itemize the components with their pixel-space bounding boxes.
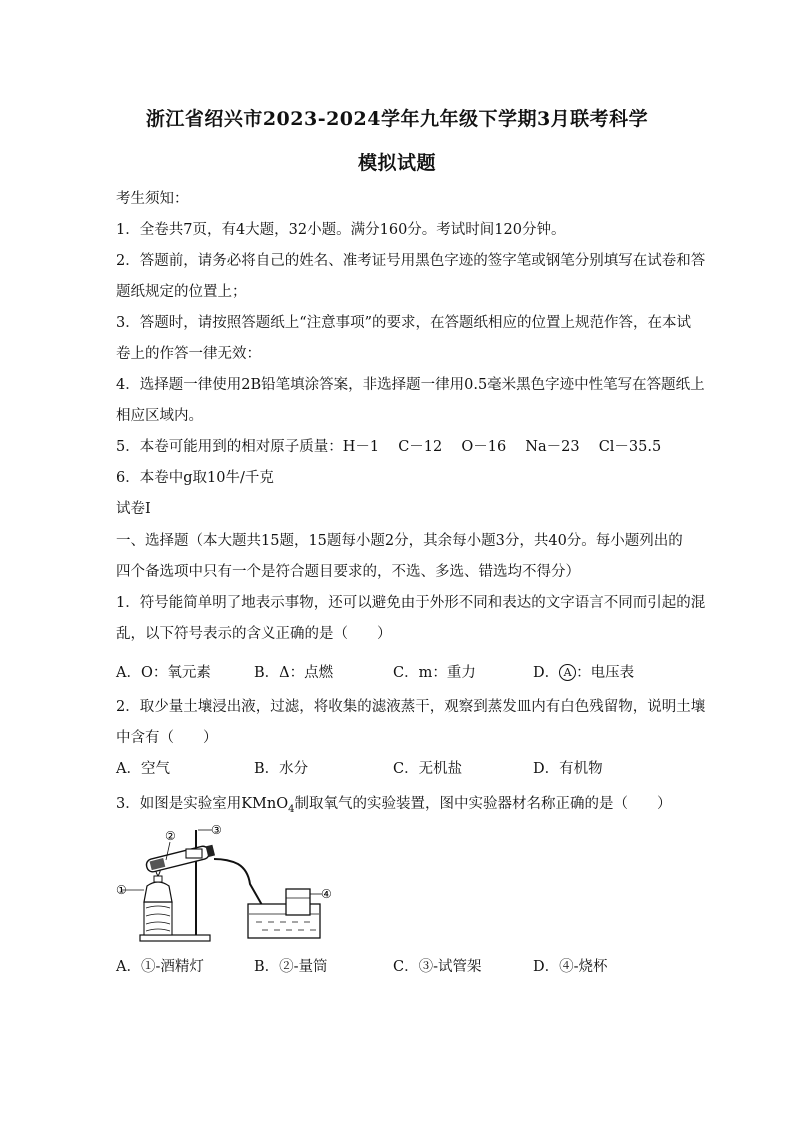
paper-label: 试卷Ⅰ — [116, 501, 151, 517]
exam-title-line2: 模拟试题 — [357, 152, 436, 174]
notice-item-4a: 4．选择题一律使用2B铅笔填涂答案，非选择题一律用0.5毫米黑色字迹中性笔写在答题纸上 — [116, 377, 705, 393]
q2-stem-b: 中含有（ ） — [116, 730, 218, 746]
q2-option-a: A．空气 — [116, 761, 170, 777]
q3-option-b: B．②-量筒 — [254, 959, 328, 975]
q1-option-c: C．m：重力 — [393, 665, 476, 681]
q1-option-b: B．Δ：点燃 — [254, 665, 334, 681]
q2-option-c: C．无机盐 — [393, 761, 463, 777]
figure-label-3: ③ — [211, 824, 222, 837]
q1-option-d-prefix: D． — [533, 665, 560, 681]
figure-label-4: ④ — [321, 887, 332, 901]
q3-option-a: A．①-酒精灯 — [116, 959, 204, 975]
figure-label-2: ② — [165, 829, 176, 843]
q1-option-a: A．O：氧元素 — [116, 665, 211, 681]
exam-title-line1: 浙江省绍兴市2023-2024学年九年级下学期3月联考科学 — [145, 108, 649, 130]
gas-collecting-bottle — [286, 889, 310, 915]
section-heading-b: 四个备选项中只有一个是符合题目要求的，不选、多选、错选均不得分） — [116, 564, 580, 580]
q1-option-d — [533, 661, 634, 682]
notice-item-1: 1．全卷共7页，有4大题，32小题。满分160分。考试时间120分钟。 — [116, 222, 566, 238]
q3-option-c: C．③-试管架 — [393, 959, 482, 975]
figure-label-1: ① — [116, 883, 127, 897]
stand-clamp — [186, 849, 202, 858]
alcohol-lamp — [144, 882, 172, 902]
notice-item-5: 5．本卷可能用到的相对原子质量：H－1 C－12 O－16 Na－23 Cl－35.5 — [116, 439, 662, 455]
notice-heading: 考生须知： — [116, 191, 189, 207]
q3-option-d: D．④-烧杯 — [533, 959, 608, 975]
q2-stem-a: 2．取少量土壤浸出液，过滤，将收集的滤液蒸干，观察到蒸发皿内有白色残留物，说明土壤 — [116, 699, 706, 715]
notice-item-2b: 题纸规定的位置上； — [116, 284, 247, 300]
q2-option-d: D．有机物 — [533, 761, 603, 777]
q2-option-b: B．水分 — [254, 761, 309, 777]
notice-item-3b: 卷上的作答一律无效： — [116, 346, 261, 362]
oxygen-apparatus-figure — [116, 824, 336, 946]
notice-item-6: 6．本卷中g取10牛/千克 — [116, 470, 274, 486]
ammeter-symbol-icon: A — [559, 664, 576, 681]
iron-stand-base — [140, 935, 210, 941]
q3-stem-sub: 4 — [288, 803, 295, 815]
notice-item-3a: 3．答题时，请按照答题纸上“注意事项”的要求，在答题纸相应的位置上规范作答，在本试 — [116, 315, 692, 331]
q1-stem-a: 1．符号能简单明了地表示事物，还可以避免由于外形不同和表达的文字语言不同而引起的混 — [116, 595, 706, 611]
q3-stem-post: 制取氧气的实验装置，图中实验器材名称正确的是（ ） — [294, 796, 672, 812]
section-heading-a: 一、选择题（本大题共15题，15题每小题2分，其余每小题3分，共40分。每小题列出的 — [116, 533, 683, 549]
q3-stem-pre: 3．如图是实验室用KMnO — [116, 796, 289, 812]
notice-item-4b: 相应区域内。 — [116, 408, 203, 424]
q1-stem-b: 乱，以下符号表示的含义正确的是（ ） — [116, 626, 392, 642]
notice-item-2a: 2．答题前，请务必将自己的姓名、准考证号用黑色字迹的签字笔或钢笔分别填写在试卷和答 — [116, 253, 706, 269]
q1-option-d-suffix: ：电压表 — [576, 665, 635, 681]
q3-stem — [116, 792, 672, 815]
